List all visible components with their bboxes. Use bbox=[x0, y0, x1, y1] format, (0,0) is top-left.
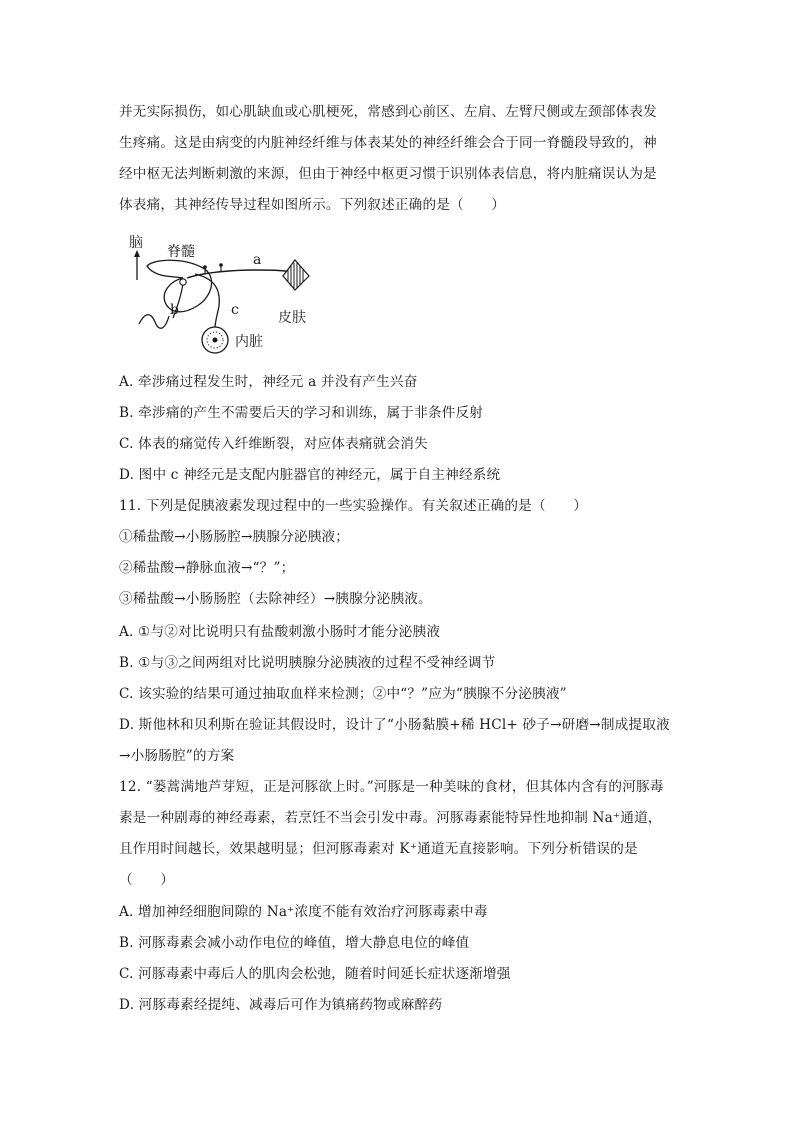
viscera-label: 内脏 bbox=[235, 334, 263, 350]
skin-label: 皮肤 bbox=[278, 310, 306, 326]
intro-line: 经中枢无法判断刺激的来源，但由于神经中枢更习惯于识别体表信息，将内脏痛误认为是 bbox=[119, 166, 657, 182]
q10-option-d: D. 图中 c 神经元是支配内脏器官的神经元，属于自主神经系统 bbox=[119, 467, 501, 483]
q12-option-d: D. 河豚毒素经提纯、减毒后可作为镇痛药物或麻醉药 bbox=[119, 997, 443, 1013]
spinal-cord-label: 脊髓 bbox=[167, 244, 195, 260]
synapse-dot bbox=[203, 265, 207, 269]
neuron-b-cell-body bbox=[180, 279, 186, 285]
label-b: b bbox=[170, 302, 179, 318]
q10-option-c: C. 体表的痛觉传入纤维断裂，对应体表痛就会消失 bbox=[119, 436, 428, 452]
q11-option-b: B. ①与③之间两组对比说明胰腺分泌胰液的过程不受神经调节 bbox=[119, 655, 496, 671]
q12-stem-line: 且作用时间越长，效果越明显；但河豚毒素对 K⁺通道无直接影响。下列分析错误的是 bbox=[119, 841, 638, 857]
nerve-pathway-diagram bbox=[125, 232, 325, 357]
q12-stem-line: 12. “蒌蒿满地芦芽短，正是河豚欲上时。”河豚是一种美味的食材，但其体内含有的河豚毒 bbox=[119, 779, 664, 795]
spinal-cord-outline bbox=[147, 260, 212, 312]
q12-option-b: B. 河豚毒素会减小动作电位的峰值，增大静息电位的峰值 bbox=[119, 935, 470, 951]
q10-option-a: A. 牵涉痛过程发生时，神经元 a 并没有产生兴奋 bbox=[119, 374, 418, 390]
q11-step-2: ②稀盐酸→静脉血液→“？”； bbox=[119, 560, 295, 576]
q11-option-d: D. 斯他林和贝利斯在验证其假设时，设计了“小肠黏膜+稀 HCl+ 砂子→研磨→制成提取液 bbox=[119, 717, 670, 733]
label-c: c bbox=[231, 302, 239, 318]
neuron-c-fiber bbox=[195, 274, 219, 328]
intro-line: 并无实际损伤，如心肌缺血或心肌梗死，常感到心前区、左肩、左臂尺侧或左颈部体表发 bbox=[119, 104, 657, 120]
spinal-cord-lower-curve bbox=[139, 315, 169, 329]
skin-receptor bbox=[283, 260, 309, 290]
q12-option-c: C. 河豚毒素中毒后人的肌肉会松弛，随着时间延长症状逐渐增强 bbox=[119, 966, 511, 982]
label-a: a bbox=[253, 252, 262, 268]
q11-step-1: ①稀盐酸→小肠肠腔→胰腺分泌胰液； bbox=[119, 529, 350, 545]
arrow-head-icon bbox=[134, 250, 140, 257]
q11-option-d-continued: →小肠肠腔”的方案 bbox=[119, 748, 235, 764]
q11-stem: 11. 下列是促胰液素发现过程中的一些实验操作。有关叙述正确的是（ ） bbox=[119, 498, 588, 514]
q11-option-a: A. ①与②对比说明只有盐酸刺激小肠时才能分泌胰液 bbox=[119, 624, 441, 640]
q11-step-3: ③稀盐酸→小肠肠腔（去除神经）→胰腺分泌胰液。 bbox=[119, 591, 432, 607]
q10-option-b: B. 牵涉痛的产生不需要后天的学习和训练，属于非条件反射 bbox=[119, 405, 484, 421]
q12-stem-line: 素是一种剧毒的神经毒素，若烹饪不当会引发中毒。河豚毒素能特异性地抑制 Na⁺通道， bbox=[119, 810, 662, 826]
q11-option-c: C. 该实验的结果可通过抽取血样来检测；②中“？”应为“胰腺不分泌胰液” bbox=[119, 686, 567, 702]
brain-label: 脑 bbox=[129, 235, 143, 251]
intro-line: 生疼痛。这是由病变的内脏神经纤维与体表某处的神经纤维会合于同一脊髓段导致的，神 bbox=[119, 135, 657, 151]
q12-option-a: A. 增加神经细胞间隙的 Na⁺浓度不能有效治疗河豚毒素中毒 bbox=[119, 904, 488, 920]
q12-stem-line: （ ） bbox=[119, 872, 175, 888]
synapse-dot bbox=[219, 263, 223, 267]
intro-line: 体表痛，其神经传导过程如图所示。下列叙述正确的是（ ） bbox=[119, 197, 506, 213]
